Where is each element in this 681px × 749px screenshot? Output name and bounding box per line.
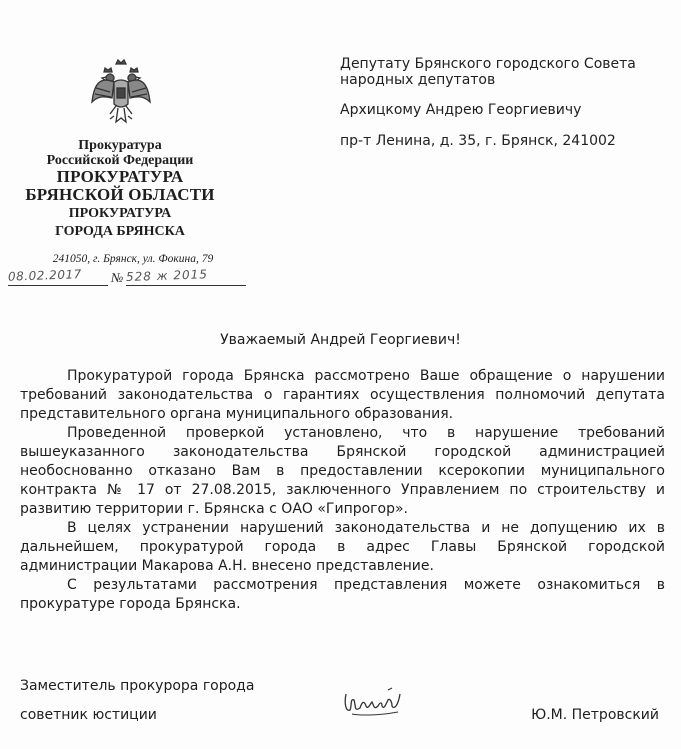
sender-line-1: Прокуратура bbox=[78, 138, 162, 153]
sender-line-4: БРЯНСКОЙ ОБЛАСТИ bbox=[25, 185, 215, 204]
sender-line-5: ПРОКУРАТУРА bbox=[68, 206, 172, 221]
greeting: Уважаемый Андрей Георгиевич! bbox=[220, 332, 461, 348]
sender-address: 241050, г. Брянск, ул. Фокина, 79 bbox=[52, 253, 214, 265]
number-sign: № bbox=[111, 270, 124, 285]
sender-line-2: Российской Федерации bbox=[46, 153, 194, 168]
sender-line-3: ПРОКУРАТУРА bbox=[56, 167, 184, 186]
recipient-address: пр-т Ленина, д. 35, г. Брянск, 241002 bbox=[340, 133, 616, 149]
paragraph: С результатами рассмотрения представления можете ознакомиться в прокуратуре города Брянска. bbox=[20, 577, 665, 612]
paragraph: Проведенной проверкой установлено, что в нарушение требований вышеуказанного законодательства Брянской городской администрацией необоснованно отказано Вам в предоставлении ксерокопии муниципального контракта № 17 от 27.08.2015, заключенного Управлением по строительству и развитию территории г. Брянска с ОАО «Гипрогор». bbox=[20, 425, 665, 517]
registration-number: 528 ж 2015 bbox=[125, 267, 209, 285]
signatory-name: Ю.М. Петровский bbox=[531, 707, 659, 723]
sender-block bbox=[20, 138, 220, 240]
signatory-title-1: Заместитель прокурора города bbox=[20, 678, 255, 694]
recipient-title-line-2: народных депутатов bbox=[340, 72, 496, 88]
date-underline bbox=[8, 285, 108, 286]
recipient-title bbox=[340, 56, 636, 88]
number-underline bbox=[126, 285, 246, 286]
letter-body bbox=[20, 367, 665, 614]
registration-line bbox=[8, 269, 246, 287]
double-headed-eagle-emblem-icon bbox=[90, 58, 152, 128]
paragraph: В целях устранении нарушений законодательства и не допущению их в дальнейшем, прокуратурой города в адрес Главы Брянской городской администрации Макарова А.Н. внесено представление. bbox=[20, 520, 665, 574]
recipient-title-line-1: Депутату Брянского городского Совета bbox=[340, 56, 636, 72]
signatory-title-2: советник юстиции bbox=[20, 707, 157, 723]
handwritten-signature bbox=[342, 684, 404, 718]
paragraph: Прокуратурой города Брянска рассмотрено Ваше обращение о нарушении требований законодательства о гарантиях осуществления полномочий депутата представительного органа муниципального образования. bbox=[20, 368, 665, 422]
registration-date: 08.02.2017 bbox=[7, 267, 82, 284]
sender-line-6: ГОРОДА БРЯНСКА bbox=[55, 224, 185, 239]
recipient-name: Архицкому Андрею Георгиевичу bbox=[340, 102, 582, 118]
